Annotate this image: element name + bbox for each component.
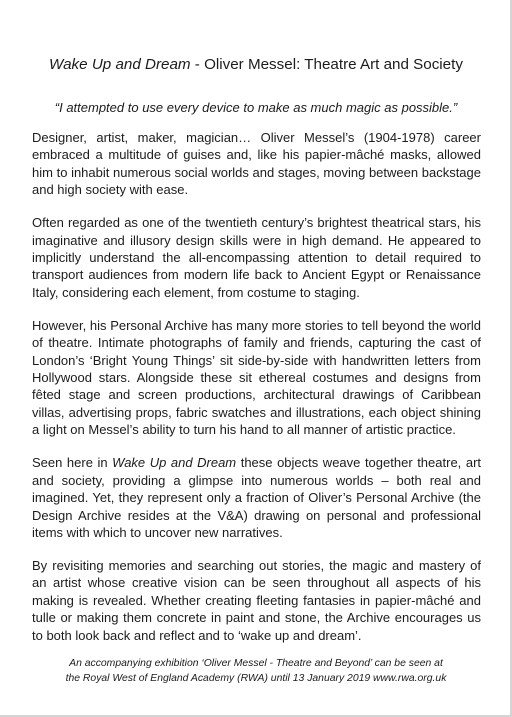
paragraph-4-end: these objects weave together theatre, art and society, providing a glimpse into numerous worlds – both real and imagined. Yet, they represent only a fraction of Oliver’s Personal Archive (the Design Archive resides at the V&A) drawing on personal and professional items with which to uncover new narratives. (32, 455, 482, 540)
paragraph-2: Often regarded as one of the twentieth century’s brightest theatrical stars, his imaginative and illusory design skills were in high demand. He appeared to implicitly understand the all-encompassing attention to detail required to transport audiences from modern life back to Ancient Egypt or Renaissance Italy, considering each element, from costume to staging. (32, 215, 481, 300)
paragraph-4-italic: Wake Up and Dream (112, 455, 237, 471)
title-italic: Wake Up and Dream (49, 56, 191, 73)
page-title (0, 56, 512, 74)
title-separator: - (190, 56, 205, 73)
body-text (32, 129, 481, 660)
paragraph-1: Designer, artist, maker, magician… Oliver Messel’s (1904-1978) career embraced a multitude of guises and, like his papier-mâché masks, allowed him to inhabit numerous social worlds and stages, moving between backstage and high society with ease. (32, 130, 481, 198)
paragraph-3: However, his Personal Archive has many more stories to tell beyond the world of theatre. Intimate photographs of family and friends, capturing the cast of London’s ‘Bright Young Things’ sit side-by-side with handwritten letters from Hollywood stars. Alongside these sit ethereal costumes and designs from fêted stage and screen productions, architectural drawings of Caribbean villas, advertising props, fabric swatches and illustrations, each object shining a light on Messel’s ability to turn his hand to all manner of artistic practice. (32, 317, 481, 438)
paragraph-4-start: Seen here in (32, 455, 113, 471)
footnote-line-1: An accompanying exhibition ‘Oliver Messel - Theatre and Beyond’ can be seen at (69, 658, 443, 669)
paragraph-4 (32, 454, 481, 541)
paragraph-5: By revisiting memories and searching out stories, the magic and mastery of an artist whose creative vision can be seen throughout all aspects of his making is revealed. Whether creating fleeting fantasies in papier-mâché and tulle or making them concrete in paint and stone, the Archive encourages us to both look back and reflect and to ‘wake up and dream’. (32, 557, 481, 643)
title-rest: Oliver Messel: Theatre Art and Society (204, 56, 463, 73)
footnote-line-2: the Royal West of England Academy (RWA) until 13 January 2019 www.rwa.org.uk (65, 672, 447, 684)
pull-quote: “I attempted to use every device to make as much magic as possible.” (54, 100, 458, 115)
exhibition-footnote (0, 657, 512, 686)
